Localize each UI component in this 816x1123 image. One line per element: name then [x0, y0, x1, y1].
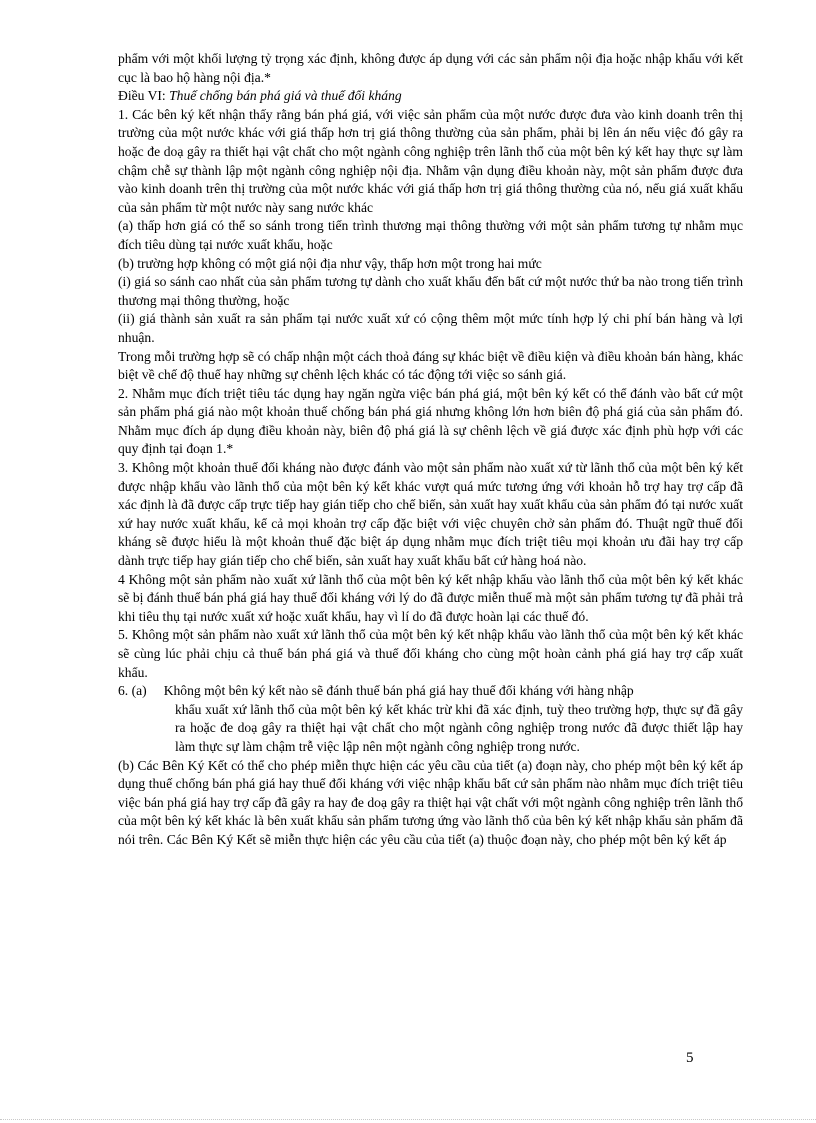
paragraph-4: 4 Không một sản phẩm nào xuất xứ lãnh thổ của một bên ký kết nhập khẩu vào lãnh thổ của một bên ký kết khác sẽ bị đánh thuế bán phá giá hay thuế đối kháng với lý do đã được miễn thuế mà một sản phẩm tương tự đã phải trả khi tiêu thụ tại nước xuất xứ hoặc xuất khẩu, hay vì lí do đã được hoàn lại các thuế đó. [118, 571, 743, 624]
paragraph-6a-first-line [118, 682, 743, 701]
page-bottom-divider [0, 1119, 816, 1120]
document-body [118, 50, 743, 850]
paragraph-6-label: 6. (a) [118, 683, 147, 699]
article-title: Thuế chống bán phá giá và thuế đối kháng [169, 88, 402, 104]
item-a: (a) thấp hơn giá có thể so sánh trong tiến trình thương mại thông thường với một sản phẩm tương tự nhằm mục đích tiêu dùng tại nước xuất khẩu, hoặc [118, 218, 743, 252]
paragraph-1: 1. Các bên ký kết nhận thấy rằng bán phá giá, với việc sản phẩm của một nước được đưa vào kinh doanh trên thị trường của một nước khác với giá thấp hơn trị giá thông thường của sản phẩm, phải bị lên án nếu việc đó gây ra hoặc đe doạ gây ra thiết hại vật chất cho một ngành công nghiệp trên lãnh thổ của một bên ký kết hay thực sự làm chậm chễ sự thành lập một ngành công nghiệp nội địa. Nhằm vận dụng điều khoản này, một sản phẩm được đưa vào kinh doanh trên thị trường của một nước khác với giá thấp hơn trị giá thông thường của nó, nếu giá xuất khẩu của sản phẩm từ một nước này sang nước khác [118, 106, 743, 215]
item-b: (b) trường hợp không có một giá nội địa như vậy, thấp hơn một trong hai mức [118, 255, 542, 271]
paragraph-6b: (b) Các Bên Ký Kết có thể cho phép miễn thực hiện các yêu cầu của tiết (a) đoạn này, cho phép một bên ký kết áp dụng thuế chống bán phá giá hay thuế đối kháng với việc nhập khẩu bất cứ sản phẩm nào nhằm mục đích triệt tiêu việc bán phá giá hay trợ cấp đã gây ra hay đe doạ gây ra thiệt hại vật chất với một ngành công nghiệp trên lãnh thổ của một bên ký kết khác là bên xuất khẩu sản phẩm tương ứng vào lãnh thổ của bên ký kết nhập khẩu sản phẩm đã nói trên. Các Bên Ký Kết sẽ miễn thực hiện các yêu cầu của tiết (a) thuộc đoạn này, cho phép một bên ký kết áp [118, 757, 743, 847]
item-ii: (ii) giá thành sản xuất ra sản phẩm tại nước xuất xứ có cộng thêm một mức tính hợp lý chi phí bán hàng và lợi nhuận. [118, 311, 743, 345]
page-number: 5 [686, 1050, 694, 1066]
paragraph-3: 3. Không một khoản thuế đối kháng nào được đánh vào một sản phẩm nào xuất xứ từ lãnh thổ của một bên ký kết được nhập khẩu vào lãnh thổ của một bên ký kết khác vượt quá mức tương ứng với khoản hỗ trợ hay trợ cấp đã xác định là đã được cấp trực tiếp hay gián tiếp cho chế biến, sản xuất hay xuất khẩu của sản phẩm đó tại nước xuất xứ hay nước xuất khẩu, kể cả mọi khoản trợ cấp đặc biệt với việc chuyên chở sản phẩm đó. Thuật ngữ thuế đối kháng sẽ được hiểu là một khoản thuế đặc biệt áp dụng nhằm mục đích triệt tiêu mọi khoản ưu đãi hay trợ cấp dành trực tiếp hay gián tiếp cho chế biến, sản xuất hay xuất khẩu bất cứ hàng hoá nào. [118, 460, 743, 569]
article-label: Điều VI: [118, 88, 166, 104]
paragraph-6-lead: Không một bên ký kết nào sẽ đánh thuế bán phá giá hay thuế đối kháng với hàng nhập [163, 683, 634, 699]
paragraph-5: 5. Không một sản phẩm nào xuất xứ lãnh thổ của một bên ký kết nhập khẩu vào lãnh thổ của một bên ký kết khác sẽ cùng lúc phải chịu cả thuế bán phá giá và thuế đối kháng cho cùng một hoàn cảnh phá giá hay trợ cấp xuất khẩu. [118, 627, 743, 680]
paragraph-intro: phẩm với một khối lượng tỷ trọng xác định, không được áp dụng với các sản phẩm nội địa hoặc nhập khẩu với kết cục là bao hộ hàng nội địa.* [118, 51, 743, 85]
article-heading [118, 87, 743, 106]
item-i: (i) giá so sánh cao nhất của sản phẩm tương tự dành cho xuất khẩu đến bất cứ một nước thứ ba nào trong tiến trình thương mại thông thường, hoặc [118, 274, 743, 308]
paragraph-6a-rest: khẩu xuất xứ lãnh thổ của một bên ký kết khác trừ khi đã xác định, tuỳ theo trường hợp, thực sự đã gây ra hoặc đe doạ gây ra thiệt hại vật chất cho một ngành công nghiệp trong nước đã được thiết lập hay làm thực sự làm chậm trễ việc lập nên một ngành công nghiệp trong nước. [175, 701, 743, 754]
paragraph-consider: Trong mỗi trường hợp sẽ có chấp nhận một cách thoả đáng sự khác biệt về điều kiện và điều khoản bán hàng, khác biệt về chế độ thuế hay những sự chênh lệch khác có tác động tới việc so sánh giá. [118, 348, 743, 383]
paragraph-2: 2. Nhằm mục đích triệt tiêu tác dụng hay ngăn ngừa việc bán phá giá, một bên ký kết có thể đánh vào bất cứ một sản phẩm phá giá nào một khoản thuế chống bán phá giá nhưng không lớn hơn biên độ phá giá của sản phẩm đó. Nhằm mục đích áp dụng điều khoản này, biên độ phá giá là sự chênh lệch về giá được xác định phù hợp với các quy định tại đoạn 1.* [118, 385, 743, 457]
